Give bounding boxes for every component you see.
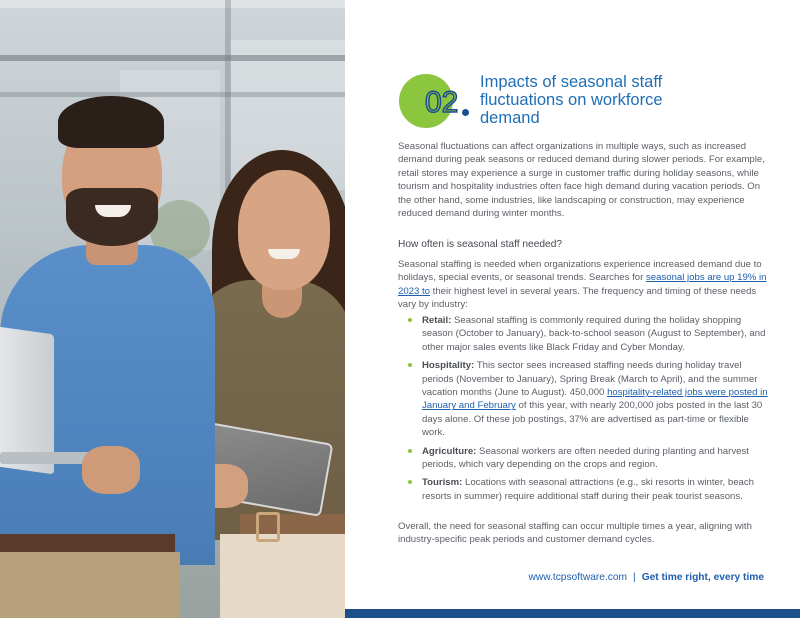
hospitality-jobs-link[interactable]: hospitality-related jobs were posted in January and February	[422, 387, 768, 412]
industry-text: This sector sees increased staffing needs during holiday travel periods (November to January), Spring Break (March to April), and the summer vacation months (June to August). 450,000	[422, 360, 758, 399]
industry-text: Seasonal workers are often needed during planting and harvest periods, which vary depending on the crops and region.	[422, 445, 749, 471]
industry-label: Tourism:	[422, 477, 463, 489]
industry-label: Retail:	[422, 315, 452, 326]
industry-label: Hospitality:	[422, 360, 475, 372]
list-item-hospitality	[398, 359, 770, 439]
website-link[interactable]: www.tcpsoftware.com	[528, 572, 628, 583]
industry-label: Agriculture:	[422, 445, 477, 457]
subheading: How often is seasonal staff needed?	[398, 239, 563, 250]
list-item-retail	[398, 314, 770, 354]
footer-tagline: Get time right, every time	[641, 572, 764, 583]
bottom-accent-bar	[345, 609, 800, 618]
intro-paragraph: Seasonal fluctuations can affect organizations in multiple ways, such as increased demand during peak seasons or reduced demand during slower periods. For example, retail stores may experience a surge in customer traffic during holiday seasons, while tourism and hospitality industries often face high demand during vacation periods. On the other hand, some industries, like landscaping or construction, may experience reduced demand during winter months.	[398, 141, 765, 220]
industry-text: Seasonal staffing is commonly required during the holiday shopping season (October to January), back-to-school season (August to September), and other major sales events like Black Friday and Cyber Monday.	[422, 315, 766, 353]
need-paragraph-text-end: their highest level in several years. The frequency and timing of these needs vary by industry:	[398, 285, 757, 311]
conclusion-paragraph: Overall, the need for seasonal staffing can occur multiple times a year, aligning with industry-specific peak periods and customer demand cycles.	[398, 521, 752, 546]
section-number: 02	[425, 86, 459, 119]
industry-text-end: of this year, with nearly 200,000 jobs posted in the last 30 days alone. Of these job postings, 37% are advertised as part-time or flexible work.	[422, 400, 763, 439]
industry-list	[398, 314, 770, 508]
need-paragraph-text: Seasonal staffing is needed when organizations experience increased demand due to holidays, special events, or seasonal trends. Searches for	[398, 259, 762, 284]
bullet-icon	[408, 363, 412, 367]
bullet-icon	[408, 449, 412, 453]
footer	[529, 572, 764, 583]
industry-text: Locations with seasonal attractions (e.g., ski resorts in winter, beach resorts in summer) require additional staff during their peak tourist seasons.	[422, 477, 755, 502]
hero-photo	[0, 0, 345, 618]
list-item-agriculture	[398, 445, 770, 472]
seasonal-jobs-link[interactable]: seasonal jobs are up 19% in 2023 to	[398, 272, 767, 297]
list-item-tourism	[398, 476, 770, 503]
section-number-dot	[462, 109, 469, 116]
bullet-icon	[408, 318, 412, 322]
section-title: Impacts of seasonal staff fluctuations on workforce demand	[480, 73, 663, 127]
need-paragraph	[398, 258, 770, 312]
bullet-icon	[408, 480, 412, 484]
footer-separator: |	[633, 572, 636, 583]
